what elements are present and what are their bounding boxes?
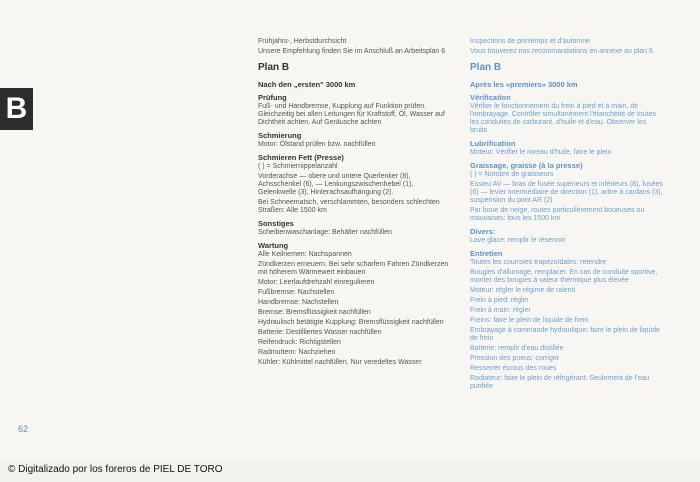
page-number: 62 [18, 424, 29, 434]
section-heading-verification: Vérification [470, 93, 511, 102]
list-item: Resserrer écrous des roues [470, 365, 557, 372]
section-heading-graissage: Graissage, graisse (à la presse) [470, 161, 583, 170]
section-text: Lave glace: remplir le réservoir [470, 237, 566, 244]
section-heading-sonstiges: Sonstiges [258, 219, 294, 228]
list-item: Radiateur: faire le plein de réfrigérant. Seulement de l'eau purifiée [470, 375, 650, 390]
section-heading-divers: Divers: [470, 227, 496, 236]
section-text: Par boue de neige, routes particulièrement boueuses ou mauvaises: tous les 1500 km [470, 207, 645, 222]
list-item: Handbremse: Nachstellen [258, 299, 339, 306]
list-item: Embrayage à commande hydraulique: faire le plein de liquide de frein [470, 327, 660, 342]
list-item: Moteur: régler le régime de ralenti [470, 287, 576, 294]
section-heading-schmierung: Schmierung [258, 131, 302, 140]
list-item: Freins: faire le plein de liquide de frein [470, 317, 589, 324]
copyright-footer: © Digitalizado por los foreros de PIEL DE TORO [8, 464, 223, 475]
intro-line: Frühjahrs-, Herbstdurchsicht [258, 38, 347, 45]
section-heading-wartung: Wartung [258, 241, 289, 250]
intro-note: Unsere Empfehlung finden Sie im Anschluß an Arbeitsplan 6 [258, 48, 446, 55]
interval-heading: Après les «premiers» 3000 km [470, 80, 578, 89]
intro-note: Vous trouverez nos recommandations en annexe au plan 6 [470, 48, 653, 55]
list-item: Fußbremse: Nachstellen [258, 289, 335, 296]
german-column [258, 38, 450, 369]
plan-heading: Plan B [258, 62, 290, 73]
list-item: Batterie: Destilliertes Wasser nachfüllen [258, 329, 382, 336]
list-item: Radmuttern: Nachziehen [258, 349, 336, 356]
list-item: Zündkerzen erneuern. Bei sehr scharfem Fahren Zündkerzen mit höherem Wärmewert einbauen [258, 261, 449, 276]
list-item: Bremse: Bremsflüssigkeit nachfüllen [258, 309, 371, 316]
plan-heading: Plan B [470, 62, 502, 73]
list-item: Reifendruck: Richtigstellen [258, 339, 341, 346]
list-item: Pression des pneus: corriger [470, 355, 560, 362]
list-item: Frein à main: régler [470, 307, 531, 314]
list-item: Bougies d'allumage, remplacer. En cas de conduite sportive, monter des bougies à valeur thermique plus élevée [470, 269, 658, 284]
list-item: Kühler: Kühlmittel nachfüllen. Nur veredeltes Wasser [258, 359, 422, 366]
list-item: Alle Keilriemen: Nachspannen [258, 251, 352, 258]
intro-line: Inspections de printemps et d'automne [470, 38, 591, 45]
interval-heading: Nach den „ersten" 3000 km [258, 80, 356, 89]
list-item: Frein à pied: régler [470, 297, 529, 304]
section-text: Fuß- und Handbremse, Kupplung auf Funktion prüfen. Gleichzeitig bei allen Leitungen für Kraftstoff, Öl, Wasser auf Dichtheit achten. Auf Geräusche achten [258, 103, 445, 126]
section-text: Scheibenwaschanlage: Behälter nachfüllen [258, 229, 392, 236]
section-text: Vorderachse — obere und untere Querlenker (8), Achsschenkel (6), — Lenkungszwischenhebel (1), Gelenkwelle (3), Hinterachsaufhängung (2). [258, 173, 414, 196]
french-column [470, 38, 664, 393]
section-heading-pruefung: Prüfung [258, 93, 287, 102]
list-item: Toutes les courroies trapézoïdales: retendre [470, 259, 607, 266]
section-text: Motor: Ölstand prüfen bzw. nachfüllen [258, 141, 376, 148]
section-heading-entretien: Entretien [470, 249, 503, 258]
section-text: Moteur: Vérifier le niveau d'huile, faire le plein [470, 149, 612, 156]
section-heading-fett: Schmieren Fett (Presse) [258, 153, 344, 162]
section-text: ( ) = Schmiernippelanzahl [258, 163, 338, 170]
section-heading-lubrification: Lubrification [470, 139, 516, 148]
list-item: Hydraulisch betätigte Kupplung: Bremsflüssigkeit nachfüllen [258, 319, 444, 326]
section-text: Bei Schneematsch, verschlammten, besonders schlechten Straßen: Alle 1500 km [258, 199, 440, 214]
section-tab: B [0, 88, 33, 130]
list-item: Batterie: remplir d'eau distillée [470, 345, 564, 352]
section-text: Essieu AV — bras de fusée supérieurs et inférieurs (8), fusées (6) — levier intermédiaire de direction (1), arbre à cardans (3), suspension du pont AR (2) [470, 181, 663, 204]
section-text: ( ) = Nombre de graisseurs [470, 171, 554, 178]
section-text: Vérifier le fonctionnement du frein à pied et à main, de l'embrayage. Contrôler simultanément l'étanchéité de toutes les conduites de carburant, d'huile et d'eau. Observer les bruits [470, 103, 656, 134]
list-item: Motor: Leerlaufdrehzahl einregulieren [258, 279, 375, 286]
